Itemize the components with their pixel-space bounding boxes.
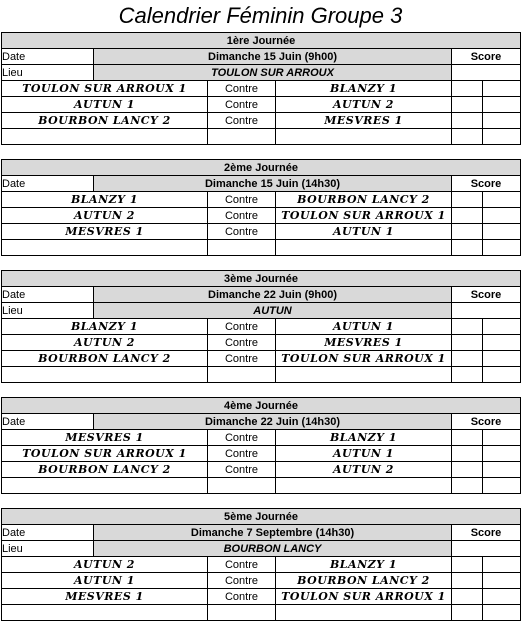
lieu-label: Lieu (2, 303, 94, 319)
contre-label: Contre (208, 81, 276, 97)
away-score-cell[interactable] (483, 573, 521, 589)
contre-label: Contre (208, 557, 276, 573)
date-row (2, 287, 521, 303)
match-row (2, 224, 521, 240)
empty-row (2, 240, 521, 256)
lieu-score-blank (452, 65, 521, 81)
gap-cell (2, 256, 521, 271)
home-team: AUTUN 1 (2, 97, 208, 113)
away-score-cell[interactable] (483, 446, 521, 462)
away-team: AUTUN 1 (276, 224, 452, 240)
contre-label: Contre (208, 573, 276, 589)
home-team: TOULON SUR ARROUX 1 (2, 81, 208, 97)
home-team: AUTUN 2 (2, 208, 208, 224)
empty-cell (483, 605, 521, 621)
away-score-cell[interactable] (483, 113, 521, 129)
section-gap (2, 145, 521, 160)
score-header: Score (452, 414, 521, 430)
contre-label: Contre (208, 113, 276, 129)
home-team: BOURBON LANCY 2 (2, 113, 208, 129)
home-score-cell[interactable] (452, 446, 483, 462)
home-team: BOURBON LANCY 2 (2, 462, 208, 478)
empty-cell (483, 478, 521, 494)
home-score-cell[interactable] (452, 319, 483, 335)
empty-cell (2, 129, 208, 145)
match-row (2, 573, 521, 589)
empty-cell (2, 478, 208, 494)
journee-header (2, 160, 521, 176)
contre-label: Contre (208, 589, 276, 605)
home-team: BLANZY 1 (2, 192, 208, 208)
away-score-cell[interactable] (483, 557, 521, 573)
away-team: AUTUN 1 (276, 319, 452, 335)
journee-title: 4ème Journée (2, 398, 521, 414)
empty-cell (452, 478, 483, 494)
away-team: AUTUN 2 (276, 462, 452, 478)
contre-label: Contre (208, 224, 276, 240)
score-header: Score (452, 49, 521, 65)
match-row (2, 335, 521, 351)
empty-row (2, 367, 521, 383)
lieu-score-blank (452, 541, 521, 557)
gap-cell (2, 494, 521, 509)
empty-row (2, 478, 521, 494)
lieu-row (2, 65, 521, 81)
empty-row (2, 129, 521, 145)
empty-cell (2, 240, 208, 256)
away-score-cell[interactable] (483, 208, 521, 224)
match-row (2, 97, 521, 113)
away-team: MESVRES 1 (276, 113, 452, 129)
empty-cell (483, 367, 521, 383)
section-gap (2, 494, 521, 509)
away-team: BOURBON LANCY 2 (276, 573, 452, 589)
away-team: TOULON SUR ARROUX 1 (276, 208, 452, 224)
date-row (2, 176, 521, 192)
score-header: Score (452, 287, 521, 303)
home-score-cell[interactable] (452, 573, 483, 589)
empty-cell (452, 129, 483, 145)
empty-cell (452, 240, 483, 256)
home-score-cell[interactable] (452, 351, 483, 367)
home-team: MESVRES 1 (2, 224, 208, 240)
journee-title: 5ème Journée (2, 509, 521, 525)
away-score-cell[interactable] (483, 97, 521, 113)
lieu-score-blank (452, 303, 521, 319)
away-score-cell[interactable] (483, 224, 521, 240)
venue-name: BOURBON LANCY (94, 541, 452, 557)
home-team: AUTUN 2 (2, 335, 208, 351)
home-team: BOURBON LANCY 2 (2, 351, 208, 367)
journee-header (2, 398, 521, 414)
match-row (2, 462, 521, 478)
away-team: AUTUN 2 (276, 97, 452, 113)
contre-label: Contre (208, 97, 276, 113)
date-row (2, 525, 521, 541)
away-score-cell[interactable] (483, 351, 521, 367)
home-team: BLANZY 1 (2, 319, 208, 335)
home-score-cell[interactable] (452, 97, 483, 113)
empty-cell (276, 367, 452, 383)
home-score-cell[interactable] (452, 335, 483, 351)
journee-title: 3ème Journée (2, 271, 521, 287)
empty-cell (208, 367, 276, 383)
gap-cell (2, 145, 521, 160)
empty-cell (276, 240, 452, 256)
gap-cell (2, 383, 521, 398)
contre-label: Contre (208, 335, 276, 351)
lieu-row (2, 541, 521, 557)
date-label: Date (2, 287, 94, 303)
away-score-cell[interactable] (483, 192, 521, 208)
journee-title: 1ère Journée (2, 33, 521, 49)
home-score-cell[interactable] (452, 462, 483, 478)
match-row (2, 446, 521, 462)
score-header: Score (452, 176, 521, 192)
match-date: Dimanche 15 Juin (9h00) (94, 49, 452, 65)
journee-title: 2ème Journée (2, 160, 521, 176)
match-row (2, 430, 521, 446)
match-date: Dimanche 15 Juin (14h30) (94, 176, 452, 192)
contre-label: Contre (208, 462, 276, 478)
away-team: MESVRES 1 (276, 335, 452, 351)
home-score-cell[interactable] (452, 430, 483, 446)
home-team: AUTUN 2 (2, 557, 208, 573)
contre-label: Contre (208, 192, 276, 208)
match-row (2, 208, 521, 224)
match-date: Dimanche 22 Juin (9h00) (94, 287, 452, 303)
empty-cell (208, 240, 276, 256)
lieu-row (2, 303, 521, 319)
journee-header (2, 33, 521, 49)
home-team: TOULON SUR ARROUX 1 (2, 446, 208, 462)
match-row (2, 557, 521, 573)
journee-header (2, 509, 521, 525)
away-team: BLANZY 1 (276, 430, 452, 446)
away-team: BLANZY 1 (276, 81, 452, 97)
calendar-table (1, 32, 521, 621)
calendar-body (2, 33, 521, 621)
home-score-cell[interactable] (452, 81, 483, 97)
match-row (2, 351, 521, 367)
away-score-cell[interactable] (483, 589, 521, 605)
contre-label: Contre (208, 208, 276, 224)
home-team: MESVRES 1 (2, 589, 208, 605)
score-header: Score (452, 525, 521, 541)
section-gap (2, 383, 521, 398)
away-score-cell[interactable] (483, 462, 521, 478)
venue-name: AUTUN (94, 303, 452, 319)
lieu-label: Lieu (2, 541, 94, 557)
match-row (2, 192, 521, 208)
away-team: TOULON SUR ARROUX 1 (276, 351, 452, 367)
empty-cell (208, 605, 276, 621)
empty-cell (276, 478, 452, 494)
match-row (2, 589, 521, 605)
date-row (2, 414, 521, 430)
away-score-cell[interactable] (483, 430, 521, 446)
contre-label: Contre (208, 319, 276, 335)
date-label: Date (2, 176, 94, 192)
home-team: MESVRES 1 (2, 430, 208, 446)
empty-cell (276, 605, 452, 621)
empty-cell (483, 240, 521, 256)
section-gap (2, 256, 521, 271)
empty-cell (2, 605, 208, 621)
home-score-cell[interactable] (452, 208, 483, 224)
empty-cell (208, 129, 276, 145)
date-row (2, 49, 521, 65)
home-score-cell[interactable] (452, 113, 483, 129)
lieu-label: Lieu (2, 65, 94, 81)
home-score-cell[interactable] (452, 589, 483, 605)
match-row (2, 81, 521, 97)
empty-cell (452, 367, 483, 383)
contre-label: Contre (208, 446, 276, 462)
empty-cell (483, 129, 521, 145)
date-label: Date (2, 414, 94, 430)
match-date: Dimanche 7 Septembre (14h30) (94, 525, 452, 541)
away-team: AUTUN 1 (276, 446, 452, 462)
empty-row (2, 605, 521, 621)
away-score-cell[interactable] (483, 81, 521, 97)
date-label: Date (2, 525, 94, 541)
match-date: Dimanche 22 Juin (14h30) (94, 414, 452, 430)
empty-cell (2, 367, 208, 383)
home-score-cell[interactable] (452, 224, 483, 240)
home-score-cell[interactable] (452, 557, 483, 573)
away-team: BLANZY 1 (276, 557, 452, 573)
away-team: BOURBON LANCY 2 (276, 192, 452, 208)
away-team: TOULON SUR ARROUX 1 (276, 589, 452, 605)
away-score-cell[interactable] (483, 335, 521, 351)
empty-cell (276, 129, 452, 145)
journee-header (2, 271, 521, 287)
home-team: AUTUN 1 (2, 573, 208, 589)
date-label: Date (2, 49, 94, 65)
home-score-cell[interactable] (452, 192, 483, 208)
page-title: Calendrier Féminin Groupe 3 (118, 3, 403, 28)
away-score-cell[interactable] (483, 319, 521, 335)
empty-cell (452, 605, 483, 621)
contre-label: Contre (208, 430, 276, 446)
match-row (2, 113, 521, 129)
venue-name: TOULON SUR ARROUX (94, 65, 452, 81)
match-row (2, 319, 521, 335)
empty-cell (208, 478, 276, 494)
contre-label: Contre (208, 351, 276, 367)
